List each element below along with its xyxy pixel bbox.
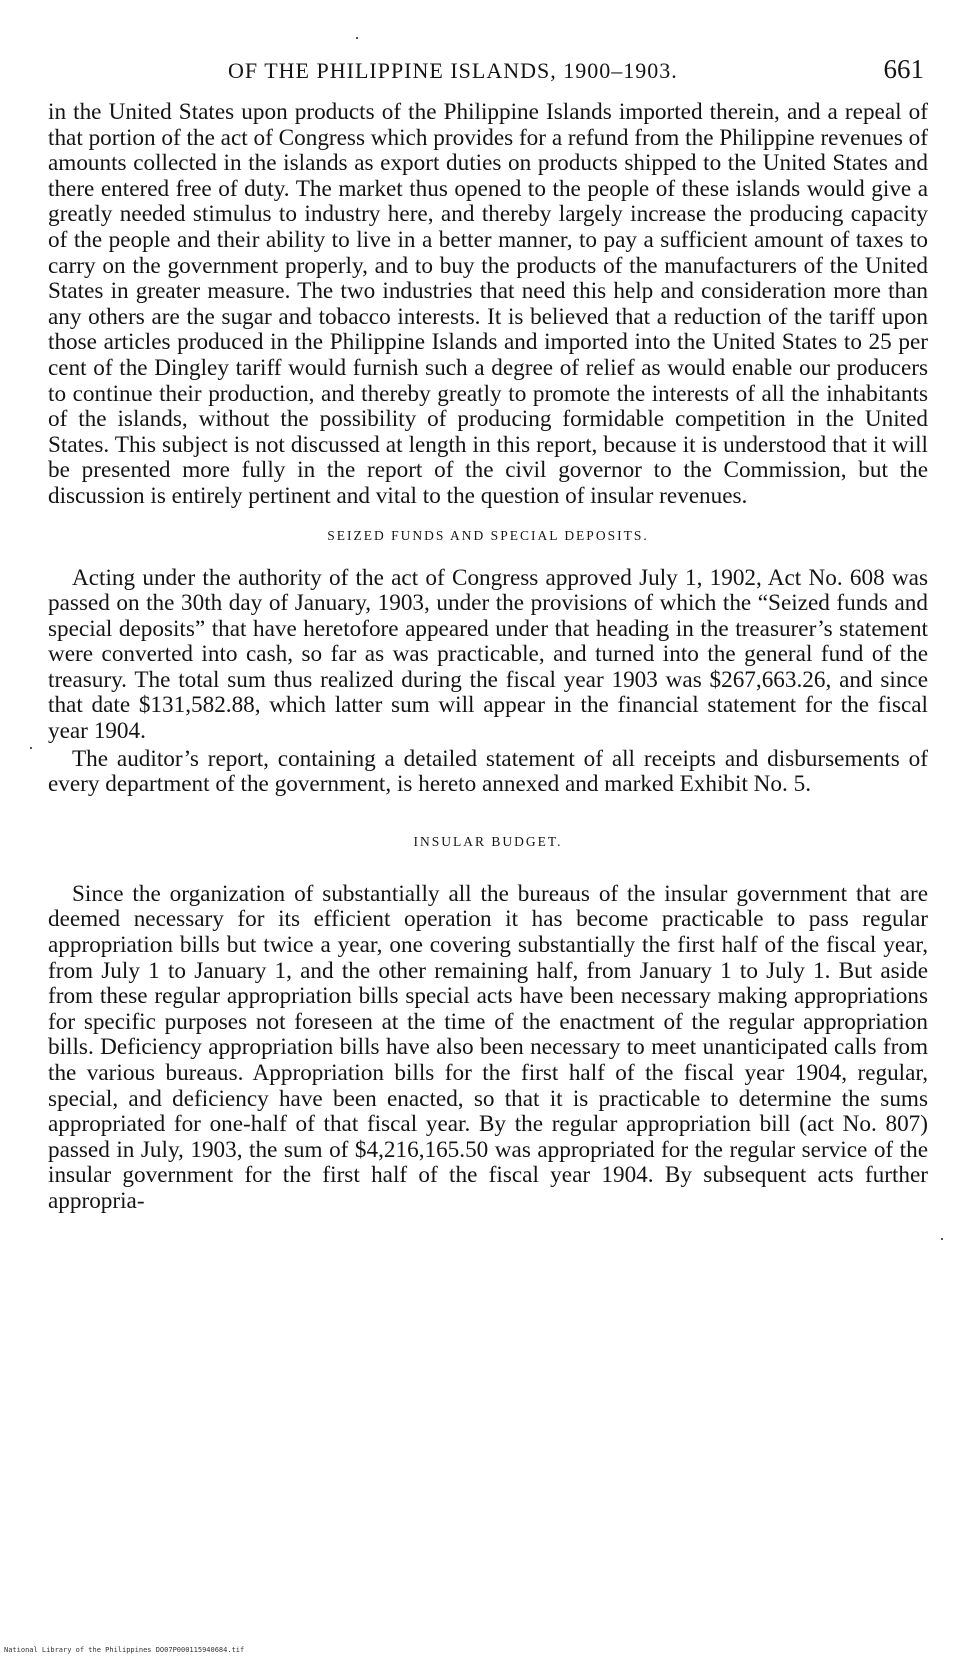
document-page xyxy=(48,0,928,1658)
running-title: OF THE PHILIPPINE ISLANDS, 1900–1903. xyxy=(228,58,678,83)
margin-speck xyxy=(356,37,358,39)
paragraph-seized-funds: Acting under the authority of the act of Congress approved July 1, 1902, Act No. 608 was passed on the 30th day of January, 1903, under the provisions of which the “Seized funds and special deposits” that have heretofore appeared under that heading in the treasurer’s statement were converted into cash, so far as was practicable, and turned into the general fund of the treasury. The total sum thus realized during the fiscal year 1903 was $267,663.26, and since that date $131,582.88, which latter sum will appear in the financial statement for the fiscal year 1904. xyxy=(48,564,928,745)
paragraph-insular-budget: Since the organization of substantially all the bureaus of the insular government that are deemed necessary for its efficient operation it has become practicable to pass regular appropriation bills but twice a year, one covering substantially the first half of the fiscal year, from July 1 to January 1, and the other remaining half, from January 1 to July 1. But aside from these regular appropriation bills special acts have been necessary making appropriations for specific purposes not foreseen at the time of the enactment of the regular appropriation bills. Deficiency appropriation bills have also been necessary to meet unanticipated calls from the various bureaus. Appropriation bills for the first half of the fiscal year 1904, regular, special, and deficiency have been enacted, so that it is practicable to determine the sums appropriated for one-half of that fiscal year. By the regular appropriation bill (act No. 807) passed in July, 1903, the sum of $4,216,165.50 was appropriated for the regular service of the insular government for the first half of the fiscal year 1904. By subsequent acts further appropria- xyxy=(48,880,928,1214)
paragraph-tariff-continuation: in the United States upon products of the Philippine Islands imported therein, and a repeal of that portion of the act of Congress which provides for a refund from the Philippine revenues of amounts collected in the islands as export duties on products shipped to the United States and there entered free of duty. The market thus opened to the people of these islands would give a greatly needed stimulus to industry here, and thereby largely increase the producing capacity of the people and their ability to live in a better manner, to pay a sufficient amount of taxes to carry on the government properly, and to buy the products of the manufacturers of the United States in greater measure. The two industries that need this help and consideration more than any others are the sugar and tobacco interests. It is believed that a reduction of the tariff upon those articles produced in the Philippine Islands and imported into the United States to 25 per cent of the Dingley tariff would furnish such a degree of relief as would enable our producers to continue their production, and thereby greatly to promote the interests of all the inhabitants of the islands, without the possibility of producing formidable competition in the United States. This subject is not discussed at length in this report, because it is understood that it will be presented more fully in the report of the civil governor to the Commission, but the discussion is entirely pertinent and vital to the question of insular revenues. xyxy=(48,99,928,509)
paragraph-auditor-report: The auditor’s report, containing a detailed statement of all receipts and disbursements of every department of the government, is hereto annexed and marked Exhibit No. 5. xyxy=(48,745,928,798)
page-number: 661 xyxy=(883,54,924,84)
page-header xyxy=(48,52,928,92)
section-heading-insular-budget: INSULAR BUDGET. xyxy=(413,833,563,849)
section-heading-seized-funds: SEIZED FUNDS AND SPECIAL DEPOSITS. xyxy=(327,527,649,543)
margin-speck xyxy=(941,1238,943,1240)
scan-credit: National Library of the Philippines DO07P000115940684.tif xyxy=(4,1646,245,1654)
body-text xyxy=(48,100,928,1215)
margin-speck xyxy=(30,747,32,749)
